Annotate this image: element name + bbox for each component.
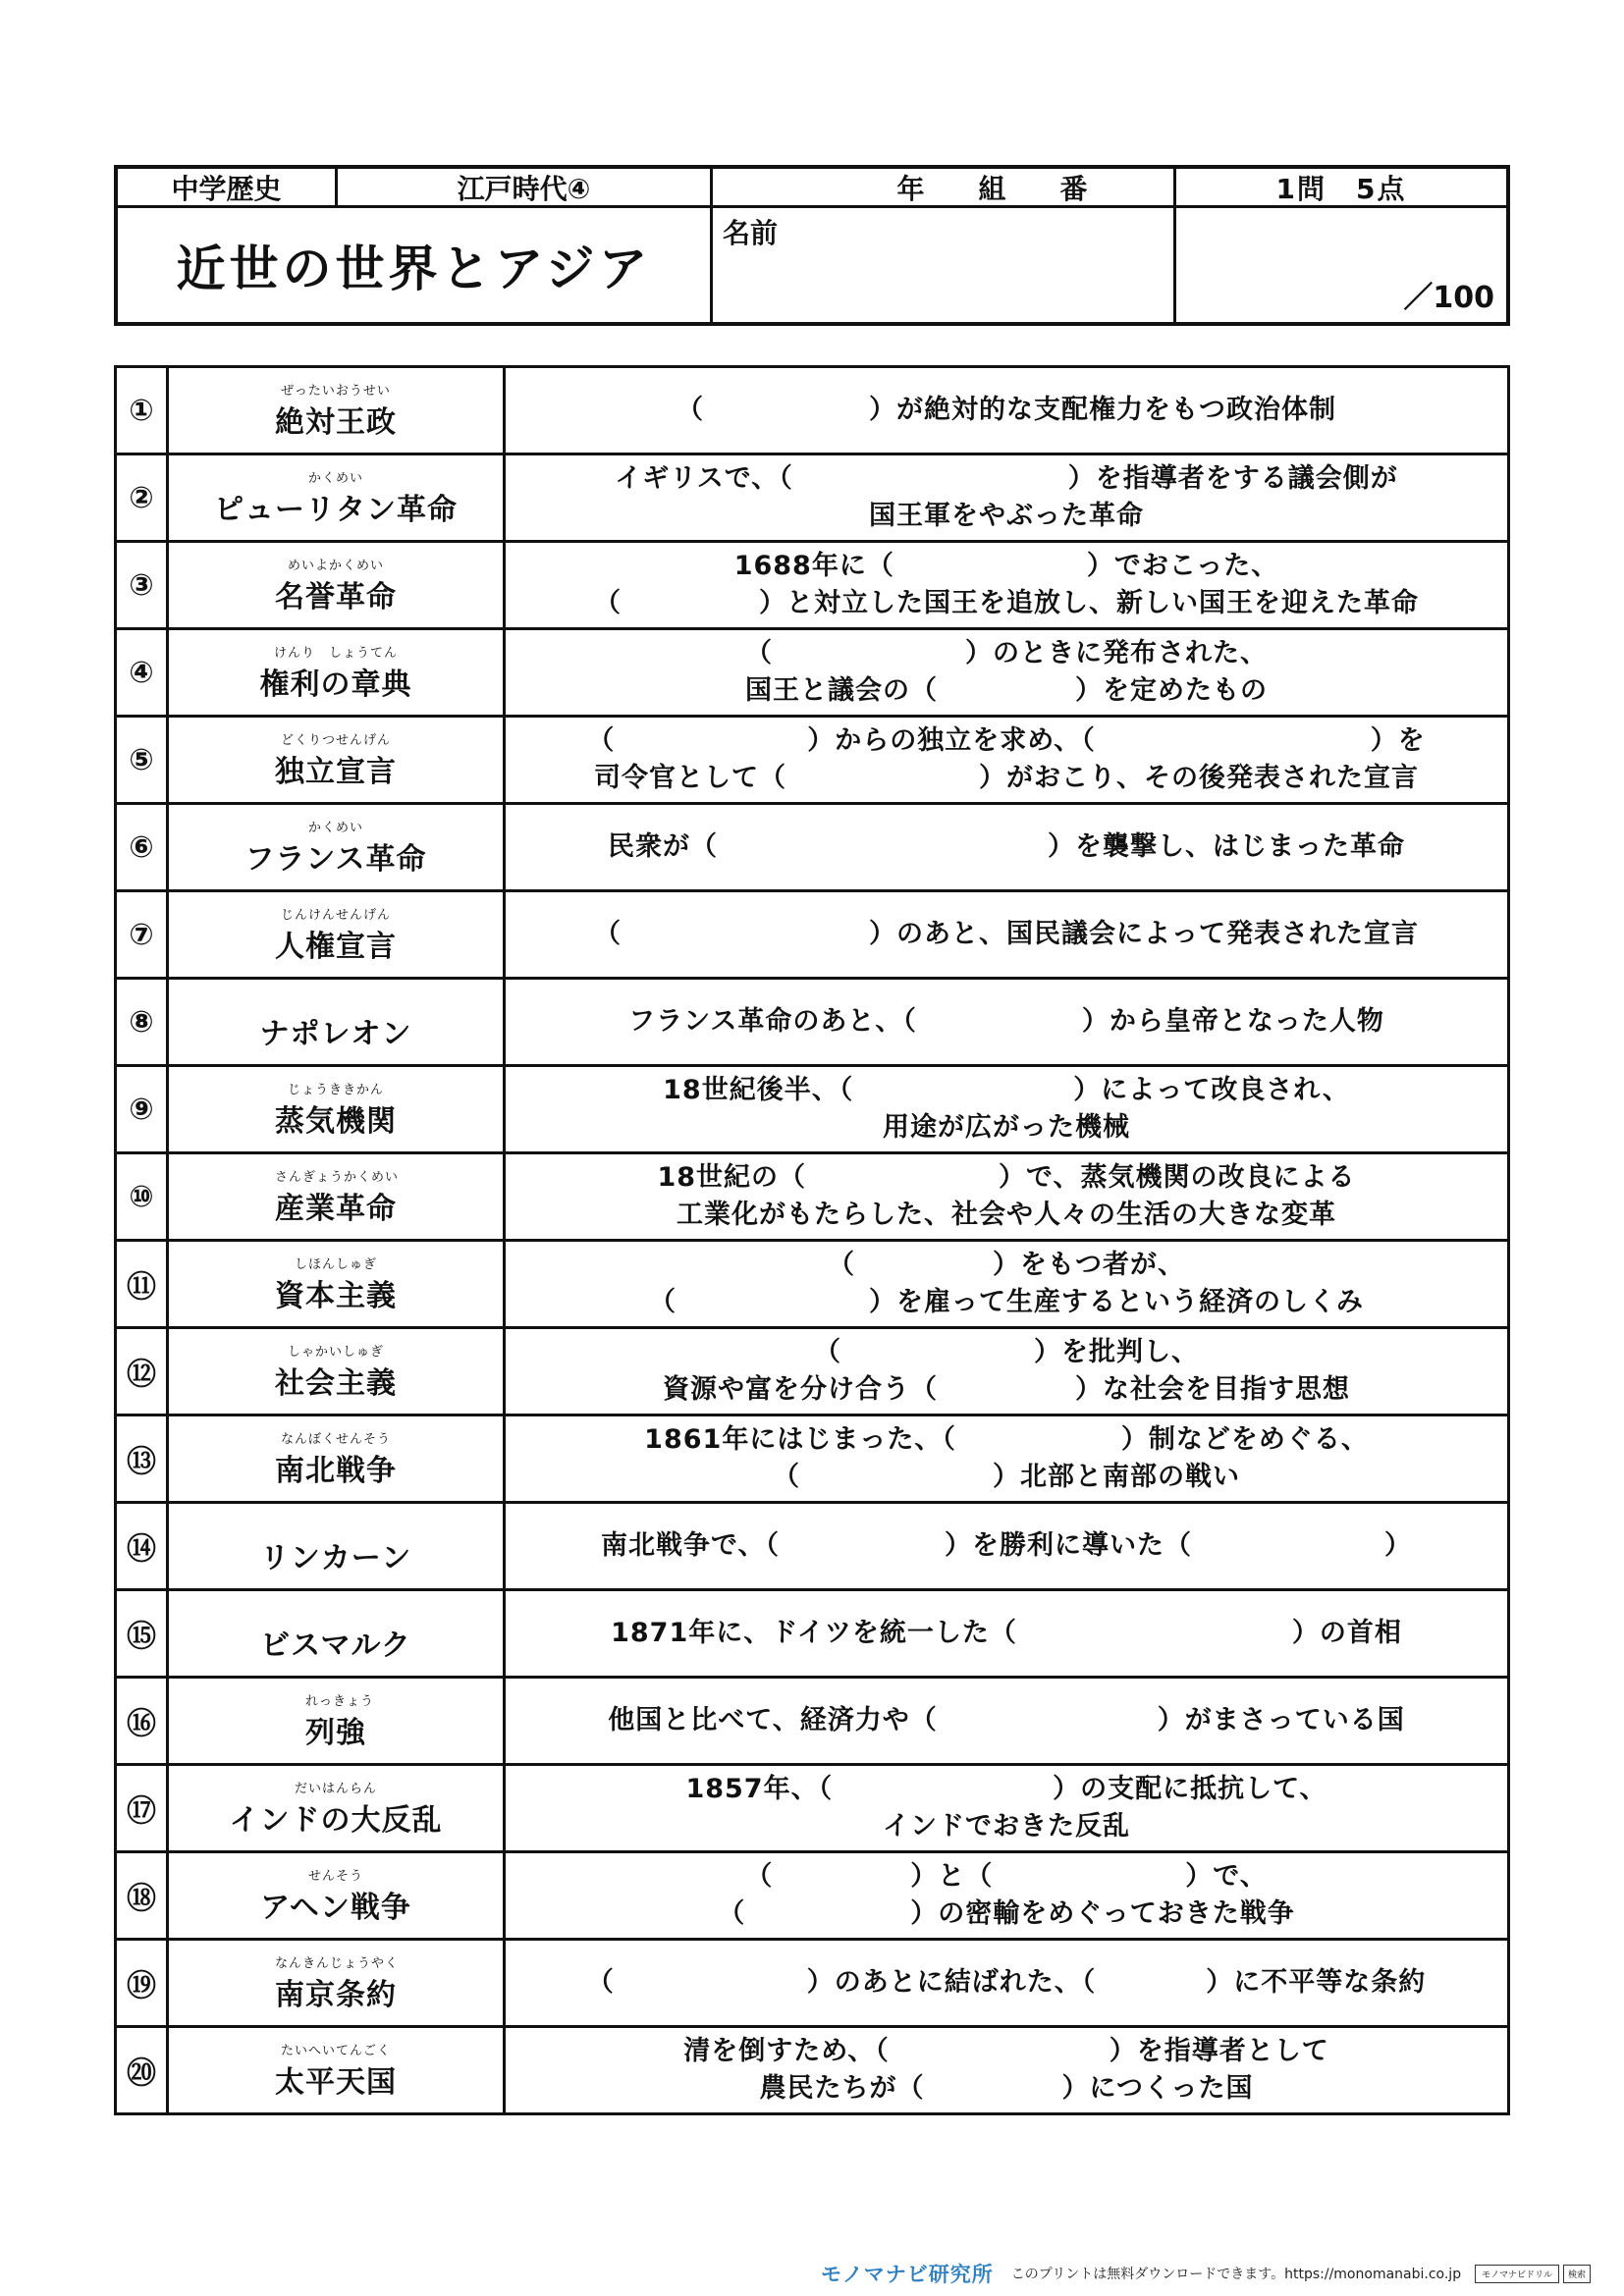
term-cell	[168, 1503, 505, 1590]
term-wrapper	[275, 1079, 397, 1140]
term-text: 社会主義	[275, 1366, 397, 1401]
description-line: （ ）が絶対的な支配権力をもつ政治体制	[677, 395, 1336, 425]
term-furigana: しほんしゅぎ	[294, 1257, 377, 1272]
term-wrapper	[275, 904, 397, 965]
term-furigana: かくめい	[307, 471, 363, 486]
description-line: インドでおきた反乱	[883, 1811, 1130, 1842]
question-row	[116, 1940, 1509, 2027]
term-text: ビスマルク	[260, 1629, 411, 1663]
term-cell	[168, 891, 505, 979]
page-title: 近世の世界とアジア	[118, 208, 713, 322]
question-number: ⑩	[116, 1153, 168, 1241]
description-line: 民衆が（ ）を襲撃し、はじまった革命	[608, 831, 1405, 862]
description-line: （ ）を雇って生産するという経済のしくみ	[649, 1287, 1364, 1317]
term-text: 人権宣言	[275, 930, 397, 964]
term-furigana: どくりつせんげん	[280, 733, 391, 748]
description-cell[interactable]	[505, 542, 1509, 629]
description-line: （ ）のあと、国民議会によって発表された宣言	[594, 919, 1419, 949]
question-number: ⑥	[116, 804, 168, 891]
description-line: 国王と議会の（ ）を定めたもの	[745, 675, 1268, 706]
description-cell[interactable]	[505, 1678, 1509, 1765]
term-wrapper	[260, 991, 412, 1052]
description-cell[interactable]	[505, 891, 1509, 979]
term-cell	[168, 1328, 505, 1415]
question-number: ⑲	[116, 1940, 168, 2027]
question-row	[116, 1241, 1509, 1328]
term-wrapper	[244, 817, 426, 878]
term-text: 資本主義	[275, 1279, 397, 1313]
search-box[interactable]: モノマナビドリル	[1475, 2265, 1559, 2283]
term-furigana: れっきょう	[305, 1694, 375, 1709]
term-text: 列強	[305, 1716, 366, 1750]
description-line: （ ）と（ ）で、	[745, 1861, 1268, 1892]
question-row	[116, 1415, 1509, 1503]
question-number: ⑨	[116, 1066, 168, 1153]
description-line: イギリスで、（ ）を指導者をする議会側が	[615, 463, 1398, 494]
description-line: 司令官として（ ）がおこり、その後発表された宣言	[594, 763, 1419, 793]
question-number: ③	[116, 542, 168, 629]
question-number: ⑫	[116, 1328, 168, 1415]
term-furigana: じんけんせんげん	[280, 908, 391, 923]
score-field[interactable]	[1176, 208, 1506, 322]
term-wrapper	[214, 467, 458, 528]
score-total: ／100	[1403, 281, 1494, 315]
description-line: 1688年に（ ）でおこった、	[733, 551, 1279, 581]
description-line: 18世紀後半、（ ）によって改良され、	[663, 1075, 1350, 1105]
question-number: ⑮	[116, 1590, 168, 1678]
description-cell[interactable]	[505, 454, 1509, 542]
description-cell[interactable]	[505, 804, 1509, 891]
question-row	[116, 454, 1509, 542]
question-number: ⑤	[116, 717, 168, 804]
description-cell[interactable]	[505, 1590, 1509, 1678]
description-line: フランス革命のあと、（ ）から皇帝となった人物	[628, 1006, 1384, 1037]
description-line: 用途が広がった機械	[883, 1112, 1130, 1143]
term-cell	[168, 717, 505, 804]
question-row	[116, 717, 1509, 804]
description-cell[interactable]	[505, 629, 1509, 717]
question-number: ⑪	[116, 1241, 168, 1328]
term-wrapper	[275, 1428, 397, 1489]
term-cell	[168, 1590, 505, 1678]
question-row	[116, 891, 1509, 979]
term-cell	[168, 629, 505, 717]
question-row	[116, 542, 1509, 629]
question-row	[116, 804, 1509, 891]
term-wrapper	[275, 2040, 397, 2101]
worksheet-header	[114, 165, 1510, 326]
question-row	[116, 1066, 1509, 1153]
term-cell	[168, 979, 505, 1066]
description-cell[interactable]	[505, 367, 1509, 454]
question-row	[116, 1678, 1509, 1765]
question-number: ⑳	[116, 2027, 168, 2114]
description-cell[interactable]	[505, 1066, 1509, 1153]
term-text: ナポレオン	[259, 1017, 412, 1051]
group-label: 組	[978, 172, 1006, 205]
term-furigana: ぜったいおうせい	[281, 384, 391, 399]
question-row	[116, 1503, 1509, 1590]
description-line: 清を倒すため、（ ）を指導者として	[683, 2036, 1329, 2066]
term-cell	[168, 454, 505, 542]
term-wrapper	[275, 1254, 397, 1314]
description-cell[interactable]	[505, 1765, 1509, 1852]
name-field[interactable]	[713, 208, 1176, 322]
term-wrapper	[275, 1166, 400, 1227]
term-furigana: せんそう	[307, 1869, 363, 1884]
question-row	[116, 1153, 1509, 1241]
term-text: フランス革命	[244, 842, 427, 877]
term-furigana: たいへいてんごく	[280, 2044, 391, 2058]
footer-note: このプリントは無料ダウンロードできます。https://monomanabi.co.jp	[1010, 2267, 1462, 2282]
term-cell	[168, 1940, 505, 2027]
term-cell	[168, 804, 505, 891]
term-cell	[168, 1415, 505, 1503]
term-text: 太平天国	[275, 2065, 397, 2100]
question-row	[116, 1852, 1509, 1940]
term-cell	[168, 367, 505, 454]
term-wrapper	[305, 1690, 375, 1751]
year-label: 年	[896, 172, 925, 205]
term-text: 産業革命	[275, 1192, 397, 1226]
term-wrapper	[260, 1603, 411, 1664]
footer	[821, 2261, 1587, 2286]
question-number: ⑯	[116, 1678, 168, 1765]
term-wrapper	[260, 642, 412, 703]
question-number: ⑬	[116, 1415, 168, 1503]
term-text: 独立宣言	[275, 755, 397, 789]
term-text: 南北戦争	[275, 1454, 397, 1488]
description-cell[interactable]	[505, 1852, 1509, 1940]
term-wrapper	[275, 555, 397, 615]
description-line: 資源や富を分け合う（ ）な社会を目指す思想	[663, 1374, 1350, 1405]
description-line: 18世紀の（ ）で、蒸気機関の改良による	[657, 1162, 1356, 1193]
search-button[interactable]: 検索	[1563, 2265, 1591, 2283]
term-text: リンカーン	[259, 1541, 412, 1575]
unit-label: 江戸時代④	[338, 169, 713, 208]
term-wrapper	[260, 1865, 411, 1926]
description-cell[interactable]	[505, 1153, 1509, 1241]
question-number: ⑰	[116, 1765, 168, 1852]
term-furigana: だいはんらん	[294, 1782, 377, 1796]
question-number: ④	[116, 629, 168, 717]
description-line: （ ）のときに発布された、	[745, 638, 1268, 668]
question-number: ⑱	[116, 1852, 168, 1940]
question-row	[116, 979, 1509, 1066]
term-text: 南京条約	[275, 1978, 397, 2012]
term-cell	[168, 1066, 505, 1153]
term-wrapper	[275, 380, 397, 441]
term-cell	[168, 1852, 505, 1940]
description-line: 農民たちが（ ）につくった国	[759, 2073, 1254, 2104]
description-line: 工業化がもたらした、社会や人々の生活の大きな変革	[677, 1200, 1336, 1230]
description-line: （ ）北部と南部の戦い	[773, 1462, 1240, 1492]
description-cell[interactable]	[505, 717, 1509, 804]
description-cell[interactable]	[505, 1940, 1509, 2027]
description-line: 国王軍をやぶった革命	[869, 501, 1144, 531]
term-text: 蒸気機関	[275, 1104, 397, 1139]
number-label: 番	[1059, 172, 1088, 205]
term-furigana: しゃかいしゅぎ	[287, 1345, 384, 1360]
description-line: 1871年に、ドイツを統一した（ ）の首相	[611, 1618, 1402, 1648]
term-wrapper	[230, 1778, 443, 1839]
question-number: ⑧	[116, 979, 168, 1066]
term-wrapper	[275, 1341, 397, 1402]
term-furigana: めいよかくめい	[287, 559, 384, 573]
question-table	[114, 365, 1510, 2115]
description-line: （ ）の密輸をめぐっておきた戦争	[718, 1898, 1295, 1929]
description-line: （ ）を批判し、	[814, 1337, 1199, 1367]
question-row	[116, 629, 1509, 717]
question-row	[116, 1328, 1509, 1415]
term-cell	[168, 2027, 505, 2114]
term-cell	[168, 542, 505, 629]
description-line: （ ）と対立した国王を追放し、新しい国王を迎えた革命	[594, 588, 1419, 618]
description-cell[interactable]	[505, 2027, 1509, 2114]
description-cell[interactable]	[505, 1241, 1509, 1328]
question-row	[116, 1765, 1509, 1852]
question-number: ①	[116, 367, 168, 454]
description-line: （ ）からの独立を求め、（ ）を	[587, 725, 1426, 756]
description-cell[interactable]	[505, 1503, 1509, 1590]
points-label: 1問 5点	[1176, 169, 1506, 208]
term-wrapper	[275, 1952, 400, 2013]
question-number: ⑦	[116, 891, 168, 979]
term-text: 名誉革命	[275, 580, 397, 614]
question-row	[116, 1590, 1509, 1678]
term-furigana: さんぎょうかくめい	[275, 1170, 400, 1185]
term-wrapper	[260, 1516, 411, 1576]
term-furigana: かくめい	[307, 821, 363, 835]
description-line: 1861年にはじまった、（ ）制などをめぐる、	[644, 1424, 1369, 1455]
description-cell[interactable]	[505, 1415, 1509, 1503]
description-line: 他国と比べて、経済力や（ ）がまさっている国	[608, 1705, 1405, 1735]
term-furigana: なんぼくせんそう	[280, 1432, 391, 1447]
description-line: （ ）をもつ者が、	[828, 1250, 1185, 1280]
description-cell[interactable]	[505, 1328, 1509, 1415]
question-number: ⑭	[116, 1503, 168, 1590]
footer-logo: モノマナビ研究所	[821, 2263, 994, 2286]
term-text: 絶対王政	[275, 405, 397, 440]
question-row	[116, 367, 1509, 454]
question-number: ②	[116, 454, 168, 542]
class-fields	[713, 169, 1176, 208]
term-wrapper	[275, 729, 397, 790]
description-line: （ ）のあとに結ばれた、（ ）に不平等な条約	[586, 1967, 1427, 1998]
term-furigana: なんきんじょうやく	[275, 1956, 400, 1971]
term-furigana: じょうききかん	[287, 1083, 384, 1097]
term-text: 権利の章典	[259, 667, 412, 702]
description-line: 1857年、（ ）の支配に抵抗して、	[685, 1774, 1327, 1804]
term-text: ピューリタン革命	[214, 493, 458, 527]
description-cell[interactable]	[505, 979, 1509, 1066]
description-line: 南北戦争で、（ ）を勝利に導いた（ ）	[601, 1530, 1412, 1561]
subject-label: 中学歴史	[118, 169, 338, 208]
term-text: アヘン戦争	[260, 1891, 411, 1925]
term-cell	[168, 1765, 505, 1852]
name-label: 名前	[723, 217, 779, 249]
term-furigana: けんり しょうてん	[273, 646, 398, 661]
term-cell	[168, 1678, 505, 1765]
question-row	[116, 2027, 1509, 2114]
term-cell	[168, 1241, 505, 1328]
term-cell	[168, 1153, 505, 1241]
term-text: インドの大反乱	[229, 1803, 443, 1838]
